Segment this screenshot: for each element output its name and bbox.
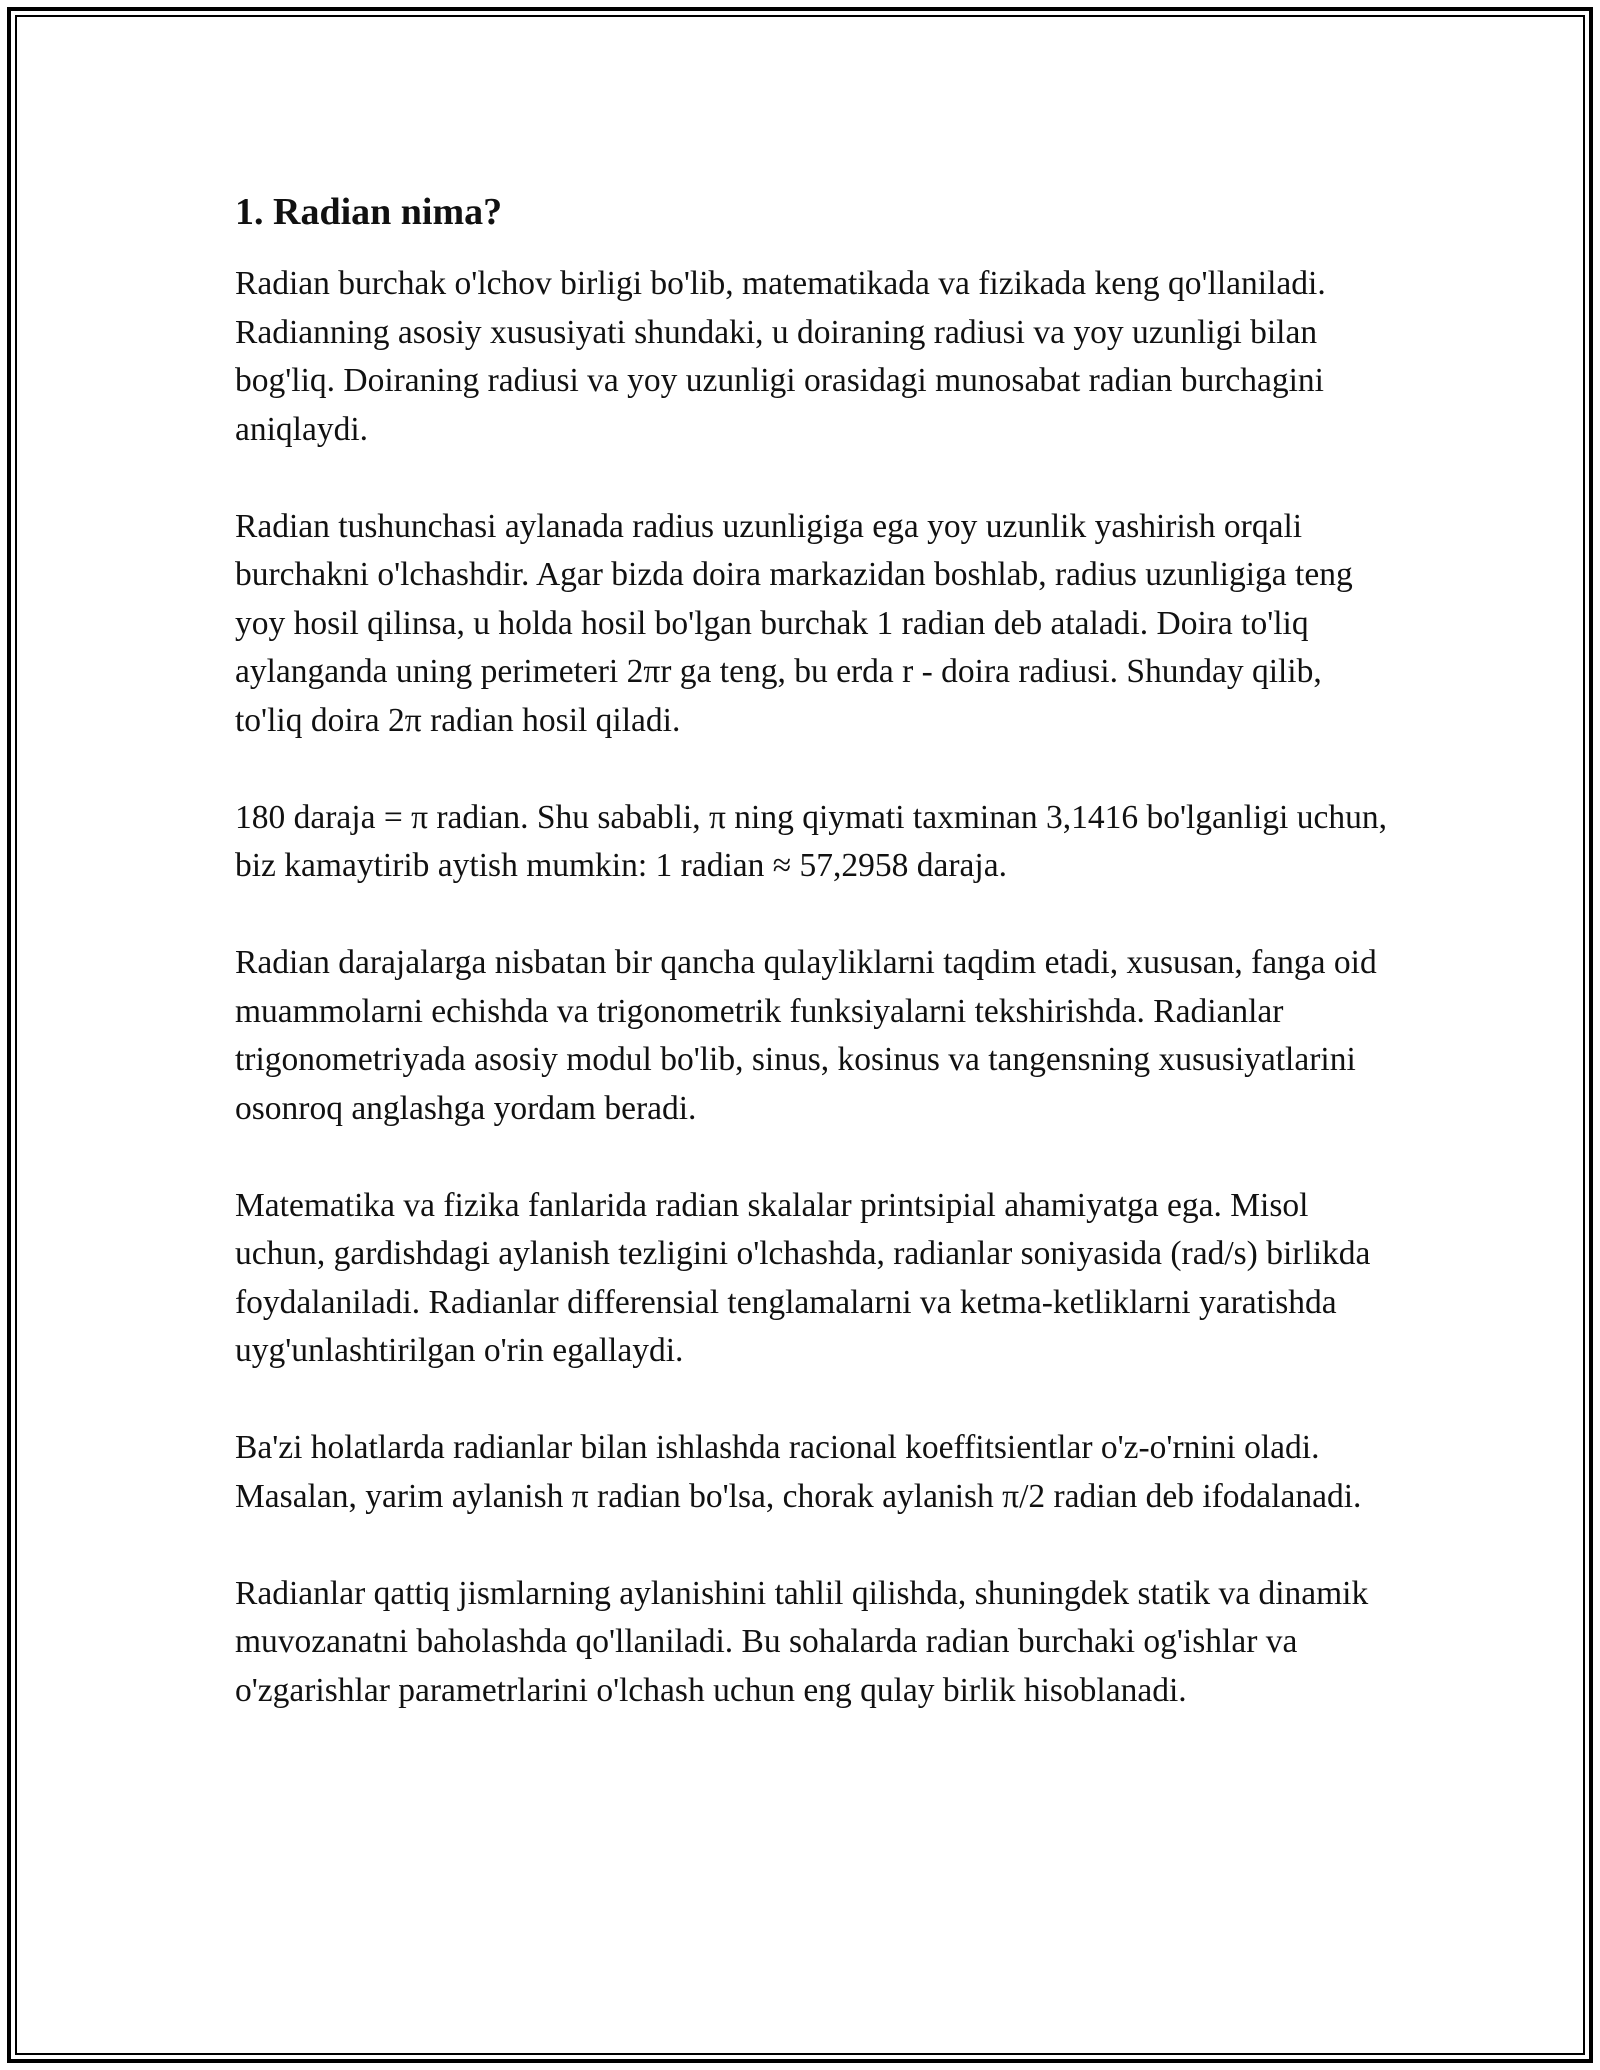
paragraph-advantages: Radian darajalarga nisbatan bir qancha qulayliklarni taqdim etadi, xususan, fanga oid muammolarni echishda va trigonometrik funksiyalarni tekshirishda. Radianlar trigonometriyada asosiy modul bo'lib, sinus, kosinus va tangensning xususiyatlarini osonroq anglashga yordam beradi.: [235, 944, 1377, 1127]
paragraph-mechanics: Radianlar qattiq jismlarning aylanishini tahlil qilishda, shuningdek statik va dinamik muvozanatni baholashda qo'llaniladi. Bu sohalarda radian burchaki og'ishlar va o'zgarishlar parametrlarini o'lchash uchun eng qulay birlik hisoblanadi.: [235, 1574, 1369, 1709]
document-body: [235, 186, 1395, 1764]
section-heading: 1. Radian nima?: [235, 191, 503, 233]
paragraph-rational-coefficients: Ba'zi holatlarda radianlar bilan ishlashda racional koeffitsientlar o'z-o'rnini oladi. Masalan, yarim aylanish π radian bo'lsa, chorak aylanish π/2 radian deb ifodalanadi.: [235, 1429, 1362, 1515]
paragraph-definition: Radian burchak o'lchov birligi bo'lib, matematikada va fizikada keng qo'llaniladi. Radianning asosiy xususiyati shundaki, u doiraning radiusi va yoy uzunligi bilan bog'liq. Doiraning radiusi va yoy uzunligi orasidagi munosabat radian burchagini aniqlaydi.: [235, 265, 1326, 448]
paragraph-conversion: 180 daraja = π radian. Shu sababli, π ning qiymati taxminan 3,1416 bo'lganligi uchun, biz kamaytirib aytish mumkin: 1 radian ≈ 57,2958 daraja.: [235, 798, 1387, 884]
paragraph-applications: Matematika va fizika fanlarida radian skalalar printsipial ahamiyatga ega. Misol uchun, gardishdagi aylanish tezligini o'lchashda, radianlar soniyasida (rad/s) birlikda foydalaniladi. Radianlar differensial tenglamalarni va ketma-ketliklarni yaratishda uyg'unlashtirilgan o'rin egallaydi.: [235, 1186, 1371, 1369]
paragraph-concept: Radian tushunchasi aylanada radius uzunligiga ega yoy uzunlik yashirish orqali burchakni o'lchashdir. Agar bizda doira markazidan boshlab, radius uzunligiga teng yoy hosil qilinsa, u holda hosil bo'lgan burchak 1 radian deb ataladi. Doira to'liq aylanganda uning perimeteri 2πr ga teng, bu erda r - doira radiusi. Shunday qilib, to'liq doira 2π radian hosil qiladi.: [235, 507, 1353, 739]
